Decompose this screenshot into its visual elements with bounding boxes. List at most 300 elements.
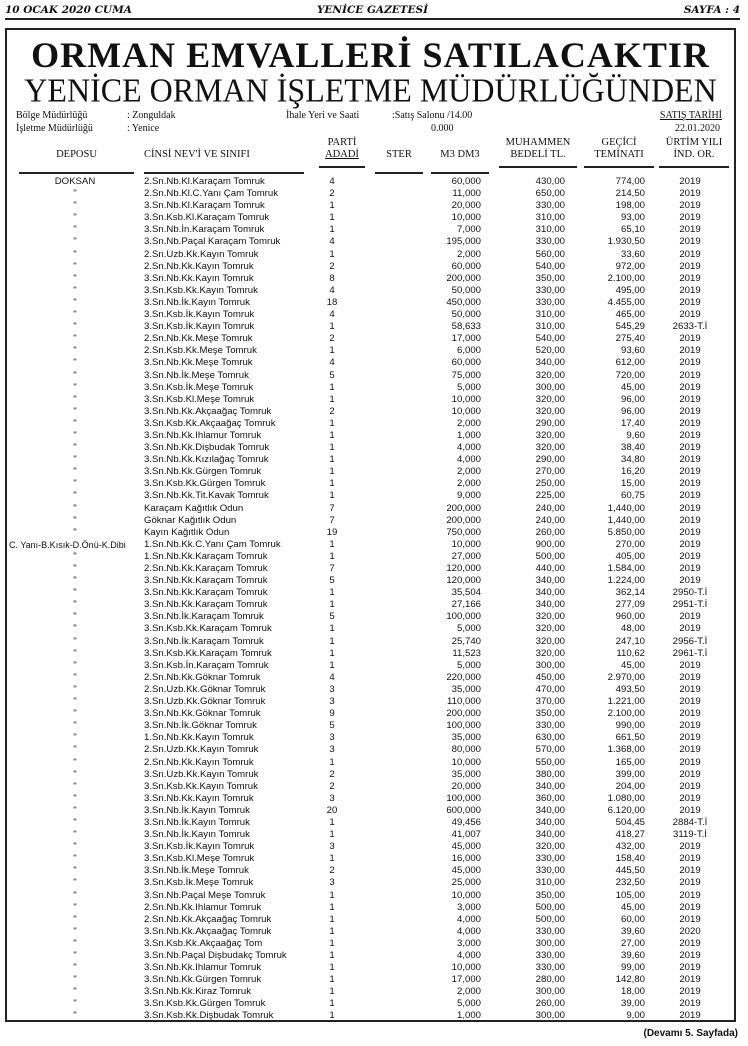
table-row: [7, 914, 734, 926]
teminat-cell: 33,60: [620, 248, 645, 260]
table-row: [7, 781, 734, 793]
parti-cell: 1: [329, 950, 335, 961]
deposu-cell: ": [73, 309, 77, 321]
deposu-cell: ": [73, 550, 77, 562]
deposu-cell: ": [73, 599, 77, 611]
m3-cell: 10,000: [451, 405, 481, 417]
muhammen-cell: 250,00: [535, 478, 565, 490]
table-row: [7, 720, 734, 732]
cinsi-cell: 3.Sn.Ksb.İk.Meşe Tomruk: [144, 877, 254, 889]
muhammen-cell: 500,00: [535, 901, 565, 913]
m3-cell: 10,000: [451, 756, 481, 768]
m3-cell: 20,000: [451, 200, 481, 212]
table-row: [7, 817, 734, 829]
table-row: [7, 370, 734, 382]
table-row: [7, 321, 734, 333]
uretim-cell: 2019: [679, 950, 701, 961]
table-row: [7, 454, 734, 466]
m3-cell: 600,000: [446, 804, 481, 816]
deposu-cell: ": [73, 792, 77, 804]
m3-cell: 5,000: [456, 381, 481, 393]
table-row: [7, 333, 734, 345]
teminat-cell: 432,00: [615, 841, 645, 853]
header-uretim: ÜRTİM YILI İND. OR.: [659, 137, 729, 161]
teminat-cell: 96,00: [620, 405, 645, 417]
parti-cell: 1: [329, 659, 335, 671]
deposu-cell: ": [73, 841, 77, 853]
parti-cell: 1: [329, 937, 335, 949]
cinsi-cell: 3.Sn.Nb.Kk.Karaçam Tomruk: [144, 599, 268, 611]
muhammen-cell: 320,00: [535, 393, 565, 405]
deposu-cell: ": [73, 381, 77, 393]
m3-cell: 1,000: [456, 429, 481, 441]
parti-cell: 4: [329, 284, 335, 296]
muhammen-cell: 225,00: [535, 490, 565, 502]
uretim-cell: 2019: [679, 417, 701, 429]
table-row: [7, 829, 734, 841]
table-row: [7, 285, 734, 297]
teminat-cell: 972,00: [615, 260, 645, 272]
cinsi-cell: 3.Sn.Ksb.İk.Meşe Tomruk: [144, 381, 254, 393]
parti-cell: 3: [329, 683, 335, 695]
teminat-cell: 399,00: [615, 768, 645, 780]
cinsi-cell: 3.Sn.Nb.Kk.Dişbudak Tomruk: [144, 442, 270, 454]
parti-cell: 18: [326, 296, 338, 308]
cinsi-cell: 3.Sn.Nb.İk.Kayın Tomruk: [144, 804, 250, 816]
parti-cell: 1: [329, 321, 335, 333]
table-row: [7, 273, 734, 285]
parti-cell: 1: [329, 756, 335, 768]
deposu-cell: C. Yanı-B.Kısık-D.Önü-K.Dibi: [9, 539, 126, 550]
table-row: [7, 769, 734, 781]
uretim-cell: 2019: [679, 550, 701, 562]
teminat-cell: 34,80: [620, 454, 645, 466]
deposu-cell: ": [73, 333, 77, 345]
deposu-cell: ": [73, 611, 77, 623]
table-row: [7, 297, 734, 309]
uretim-cell: 2019: [679, 611, 701, 623]
muhammen-cell: 330,00: [535, 925, 565, 937]
table-row: [7, 926, 734, 938]
muhammen-cell: 350,00: [535, 272, 565, 284]
muhammen-cell: 430,00: [535, 176, 565, 187]
parti-cell: 4: [329, 236, 335, 248]
uretim-cell: 2019: [679, 683, 701, 695]
muhammen-cell: 300,00: [535, 381, 565, 393]
m3-cell: 120,000: [446, 575, 481, 587]
muhammen-cell: 340,00: [535, 804, 565, 816]
parti-cell: 1: [329, 200, 335, 212]
m3-cell: 41,007: [451, 829, 481, 841]
muhammen-cell: 330,00: [535, 853, 565, 865]
parti-cell: 4: [329, 309, 335, 321]
muhammen-cell: 540,00: [535, 260, 565, 272]
uretim-cell: 2019: [679, 405, 701, 417]
table-row: [7, 599, 734, 611]
announcement-title: ORMAN EMVALLERİ SATILACAKTIR: [31, 35, 710, 75]
parti-cell: 1: [329, 829, 335, 841]
table-body: [7, 176, 734, 1023]
issue-date: 10 OCAK 2020 CUMA: [5, 4, 132, 16]
cinsi-cell: 2.Sn.Uzb.Kk.Göknar Tomruk: [144, 683, 266, 695]
header-deposu: DEPOSU: [19, 149, 134, 161]
deposu-cell: ": [73, 853, 77, 865]
teminat-cell: 465,00: [615, 309, 645, 321]
deposu-cell: ": [73, 429, 77, 441]
ihale-label: İhale Yeri ve Saati: [286, 110, 360, 121]
deposu-cell: ": [73, 937, 77, 949]
deposu-cell: ": [73, 442, 77, 454]
cinsi-cell: 2.Sn.Nb.Kk.Kayın Tomruk: [144, 260, 254, 272]
header-muhammen: MUHAMMEN BEDELİ TL.: [499, 137, 577, 161]
deposu-cell: ": [73, 272, 77, 284]
uretim-cell: 2019: [679, 877, 701, 889]
deposu-cell: ": [73, 454, 77, 466]
deposu-cell: ": [73, 780, 77, 792]
teminat-cell: 405,00: [615, 550, 645, 562]
uretim-cell: 2019: [679, 526, 701, 538]
m3-cell: 10,000: [451, 962, 481, 974]
table-row: [7, 636, 734, 648]
teminat-cell: 990,00: [615, 720, 645, 732]
parti-cell: 1: [329, 962, 335, 974]
table-row: [7, 357, 734, 369]
teminat-cell: 1.930,50: [607, 236, 645, 248]
teminat-cell: 198,00: [615, 200, 645, 212]
uretim-cell: 2019: [679, 393, 701, 405]
parti-cell: 1: [329, 816, 335, 828]
table-row: [7, 623, 734, 635]
cinsi-cell: 3.Sn.Nb.Kk.Ihlamur Tomruk: [144, 962, 262, 974]
muhammen-cell: 340,00: [535, 587, 565, 599]
parti-cell: 1: [329, 417, 335, 429]
uretim-cell: 2019: [679, 272, 701, 284]
teminat-cell: 2.100,00: [607, 272, 645, 284]
teminat-cell: 545,29: [615, 321, 645, 333]
deposu-cell: ": [73, 466, 77, 478]
table-row: [7, 902, 734, 914]
uretim-cell: 2019: [679, 296, 701, 308]
uretim-cell: 2019: [679, 756, 701, 768]
m3-cell: 35,504: [451, 587, 481, 599]
parti-cell: 3: [329, 744, 335, 756]
m3-cell: 5,000: [456, 659, 481, 671]
teminat-cell: 17,40: [620, 417, 645, 429]
cinsi-cell: 3.Sn.Nb.İk.Karaçam Tomruk: [144, 635, 264, 647]
table-row: [7, 708, 734, 720]
muhammen-cell: 260,00: [535, 998, 565, 1010]
table-row: [7, 757, 734, 769]
uretim-cell: 2019: [679, 744, 701, 756]
muhammen-cell: 650,00: [535, 188, 565, 200]
cinsi-cell: Karaçam Kağıtlık Odun: [144, 502, 244, 514]
table-row: [7, 418, 734, 430]
uretim-cell: 2019: [679, 853, 701, 865]
m3-cell: 49,456: [451, 816, 481, 828]
m3-cell: 450,000: [446, 296, 481, 308]
table-row: [7, 563, 734, 575]
muhammen-cell: 320,00: [535, 635, 565, 647]
m3-cell: 27,000: [451, 550, 481, 562]
parti-cell: 2: [329, 188, 335, 200]
continued-note: (Devamı 5. Sayfada): [643, 1028, 738, 1039]
muhammen-cell: 350,00: [535, 889, 565, 901]
uretim-cell: 2019: [679, 212, 701, 224]
cinsi-cell: 2.Sn.Nb.Kk.Kayın Tomruk: [144, 756, 254, 768]
muhammen-cell: 310,00: [535, 224, 565, 236]
uretim-cell: 2019: [679, 937, 701, 949]
cinsi-cell: 3.Sn.Nb.Kk.Meşe Tomruk: [144, 357, 253, 369]
muhammen-cell: 340,00: [535, 816, 565, 828]
table-row: [7, 539, 734, 551]
muhammen-cell: 320,00: [535, 647, 565, 659]
parti-cell: 2: [329, 865, 335, 877]
parti-cell: 1: [329, 248, 335, 260]
teminat-cell: 661,50: [615, 732, 645, 744]
table-row: [7, 805, 734, 817]
cinsi-cell: 3.Sn.Nb.Kk.Karaçam Tomruk: [144, 575, 268, 587]
m3-cell: 2,000: [456, 417, 481, 429]
uretim-cell: 2951-T.İ: [672, 599, 708, 611]
muhammen-cell: 540,00: [535, 333, 565, 345]
teminat-cell: 504,45: [615, 816, 645, 828]
teminat-cell: 362,14: [615, 587, 645, 599]
muhammen-cell: 330,00: [535, 284, 565, 296]
m3-cell: 60,000: [451, 176, 481, 187]
uretim-cell: 2019: [679, 998, 701, 1010]
teminat-cell: 1,440,00: [607, 502, 645, 514]
deposu-cell: ": [73, 756, 77, 768]
muhammen-cell: 330,00: [535, 200, 565, 212]
deposu-cell: ": [73, 804, 77, 816]
uretim-cell: 2019: [679, 478, 701, 490]
parti-cell: 2: [329, 260, 335, 272]
deposu-cell: ": [73, 357, 77, 369]
deposu-cell: ": [73, 345, 77, 357]
table-header: [7, 137, 734, 177]
muhammen-cell: 340,00: [535, 575, 565, 587]
parti-cell: 5: [329, 575, 335, 587]
muhammen-cell: 320,00: [535, 405, 565, 417]
header-ster: STER: [375, 149, 423, 161]
uretim-cell: 2019: [679, 889, 701, 901]
m3-cell: 4,000: [456, 950, 481, 961]
muhammen-cell: 300,00: [535, 937, 565, 949]
m3-cell: 58,633: [451, 321, 481, 333]
teminat-cell: 60,75: [620, 490, 645, 502]
uretim-cell: 2019: [679, 369, 701, 381]
uretim-cell: 2019: [679, 188, 701, 200]
cinsi-cell: 2.Sn.Nb.Kk.Akçaağaç Tomruk: [144, 913, 272, 925]
table-row: [7, 345, 734, 357]
m3-cell: 60,000: [451, 357, 481, 369]
deposu-cell: ": [73, 998, 77, 1010]
m3-cell: 2,000: [456, 986, 481, 998]
uretim-cell: 2019: [679, 248, 701, 260]
cinsi-cell: 3.Sn.Nb.Kk.Kayın Tomruk: [144, 272, 254, 284]
deposu-cell: ": [73, 768, 77, 780]
m3-cell: 35,000: [451, 683, 481, 695]
deposu-cell: ": [73, 696, 77, 708]
muhammen-cell: 260,00: [535, 526, 565, 538]
uretim-cell: 2019: [679, 986, 701, 998]
uretim-cell: 2019: [679, 780, 701, 792]
table-row: [7, 490, 734, 502]
parti-cell: 7: [329, 502, 335, 514]
teminat-cell: 6.120,00: [607, 804, 645, 816]
muhammen-cell: 470,00: [535, 683, 565, 695]
deposu-cell: ": [73, 925, 77, 937]
parti-cell: 1: [329, 1010, 335, 1022]
m3-cell: 4,000: [456, 454, 481, 466]
parti-cell: 1: [329, 212, 335, 224]
header-m3: M3 DM3: [431, 149, 489, 161]
muhammen-cell: 320,00: [535, 429, 565, 441]
cinsi-cell: 3.Sn.Nb.İk.Kayın Tomruk: [144, 829, 250, 841]
parti-cell: 4: [329, 671, 335, 683]
deposu-cell: ": [73, 865, 77, 877]
muhammen-cell: 900,00: [535, 538, 565, 550]
cinsi-cell: 3.Sn.Ksb.İk.Kayın Tomruk: [144, 321, 255, 333]
parti-cell: 1: [329, 974, 335, 986]
uretim-cell: 2019: [679, 720, 701, 732]
header-cinsi: CİNSİ NEV'İ VE SINIFI: [144, 149, 304, 161]
m3-cell: 35,000: [451, 732, 481, 744]
deposu-cell: ": [73, 575, 77, 587]
teminat-cell: 9,60: [626, 429, 645, 441]
m3-cell: 11,523: [452, 647, 481, 659]
cinsi-cell: 2.Sn.Nb.Kk.Ihlamur Tomruk: [144, 901, 262, 913]
m3-cell: 5,000: [456, 623, 481, 635]
parti-cell: 1: [329, 889, 335, 901]
m3-cell: 17,000: [451, 974, 481, 986]
m3-cell: 7,000: [456, 224, 481, 236]
muhammen-cell: 310,00: [535, 877, 565, 889]
parti-cell: 1: [329, 998, 335, 1010]
deposu-cell: ": [73, 647, 77, 659]
cinsi-cell: 3.Sn.Nb.Paçal Meşe Tomruk: [144, 889, 266, 901]
parti-cell: 2: [329, 780, 335, 792]
deposu-cell: ": [73, 490, 77, 502]
cinsi-cell: 1.Sn.Nb.Kk.Karaçam Tomruk: [144, 550, 268, 562]
cinsi-cell: 2.Sn.Nb.Kk.Meşe Tomruk: [144, 333, 253, 345]
uretim-cell: 2020: [679, 925, 701, 937]
cinsi-cell: 3.Sn.Ksb.Kk.Dişbudak Tomruk: [144, 1010, 274, 1022]
table-row: [7, 382, 734, 394]
teminat-cell: 16,20: [620, 466, 645, 478]
m3-cell: 220,000: [446, 671, 481, 683]
uretim-cell: 2019: [679, 962, 701, 974]
cinsi-cell: 3.Sn.Nb.Kk.Ihlamur Tomruk: [144, 429, 262, 441]
table-row: [7, 672, 734, 684]
m3-cell: 5,000: [456, 998, 481, 1010]
muhammen-cell: 570,00: [535, 744, 565, 756]
cinsi-cell: 2.Sn.Nb.Kk.Karaçam Tomruk: [144, 563, 268, 574]
teminat-cell: 158,40: [615, 853, 645, 865]
m3-cell: 195,000: [446, 236, 481, 248]
parti-cell: 1: [329, 490, 335, 502]
muhammen-cell: 240,00: [535, 502, 565, 514]
deposu-cell: ": [73, 296, 77, 308]
muhammen-cell: 310,00: [535, 321, 565, 333]
deposu-cell: ": [73, 732, 77, 744]
table-row: [7, 853, 734, 865]
m3-cell: 200,000: [446, 272, 481, 284]
table-row: [7, 841, 734, 853]
cinsi-cell: 3.Sn.Nb.Kk.Akçaağaç Tomruk: [144, 925, 272, 937]
muhammen-cell: 290,00: [535, 454, 565, 466]
uretim-cell: 2019: [679, 357, 701, 369]
table-row: [7, 442, 734, 454]
m3-cell: 35,000: [451, 768, 481, 780]
table-row: [7, 394, 734, 406]
m3-cell: 20,000: [451, 780, 481, 792]
uretim-cell: 2019: [679, 575, 701, 587]
parti-cell: 4: [329, 357, 335, 369]
bolge-value: : Zonguldak: [127, 110, 176, 121]
parti-cell: 1: [329, 345, 335, 357]
deposu-cell: ": [73, 417, 77, 429]
teminat-cell: 96,00: [620, 393, 645, 405]
parti-cell: 7: [329, 514, 335, 526]
cinsi-cell: 3.Sn.Nb.Kk.Kiraz Tomruk: [144, 986, 251, 998]
deposu-cell: ": [73, 393, 77, 405]
table-row: [7, 877, 734, 889]
table-row: [7, 962, 734, 974]
m3-cell: 200,000: [446, 708, 481, 720]
table-row: [7, 684, 734, 696]
m3-cell: 200,000: [446, 514, 481, 526]
parti-cell: 5: [329, 720, 335, 732]
teminat-cell: 214,50: [615, 188, 645, 200]
cinsi-cell: 3.Sn.Nb.İk.Kayın Tomruk: [144, 816, 250, 828]
teminat-cell: 275,40: [615, 333, 645, 345]
cinsi-cell: 3.Sn.Nb.Kk.Tit.Kavak Tomruk: [144, 490, 269, 502]
cinsi-cell: 3.Sn.Ksb.Kk.Kayın Tomruk: [144, 284, 258, 296]
parti-cell: 1: [329, 623, 335, 635]
uretim-cell: 2019: [679, 333, 701, 345]
table-row: [7, 430, 734, 442]
teminat-cell: 493,50: [615, 683, 645, 695]
cinsi-cell: 3.Sn.Nb.Paçal Karaçam Tomruk: [144, 236, 281, 248]
uretim-cell: 2019: [679, 792, 701, 804]
cinsi-cell: 2.Sn.Uzb.Kk.Kayın Tomruk: [144, 744, 259, 756]
table-row: [7, 865, 734, 877]
muhammen-cell: 310,00: [535, 309, 565, 321]
parti-cell: 1: [329, 853, 335, 865]
m3-cell: 3,000: [456, 937, 481, 949]
uretim-cell: 2019: [679, 514, 701, 526]
cinsi-cell: 3.Sn.Ksb.Kk.Akçaağaç Tom: [144, 937, 263, 949]
m3-cell: 50,000: [451, 284, 481, 296]
table-row: [7, 660, 734, 672]
bolge-label: Bölge Müdürlüğü: [16, 110, 88, 121]
uretim-cell: 2019: [679, 490, 701, 502]
teminat-cell: 110,62: [616, 647, 645, 659]
teminat-cell: 418,27: [615, 829, 645, 841]
teminat-cell: 232,50: [615, 877, 645, 889]
m3-cell: 60,000: [451, 260, 481, 272]
cinsi-cell: 3.Sn.Uzb.Kk.Göknar Tomruk: [144, 696, 266, 708]
table-row: [7, 188, 734, 200]
table-row: [7, 176, 734, 188]
parti-cell: 1: [329, 442, 335, 454]
parti-cell: 3: [329, 696, 335, 708]
m3-cell: 45,000: [451, 841, 481, 853]
parti-cell: 1: [329, 466, 335, 478]
cinsi-cell: 3.Sn.Nb.Kk.Kayın Tomruk: [144, 792, 254, 804]
muhammen-cell: 320,00: [535, 611, 565, 623]
